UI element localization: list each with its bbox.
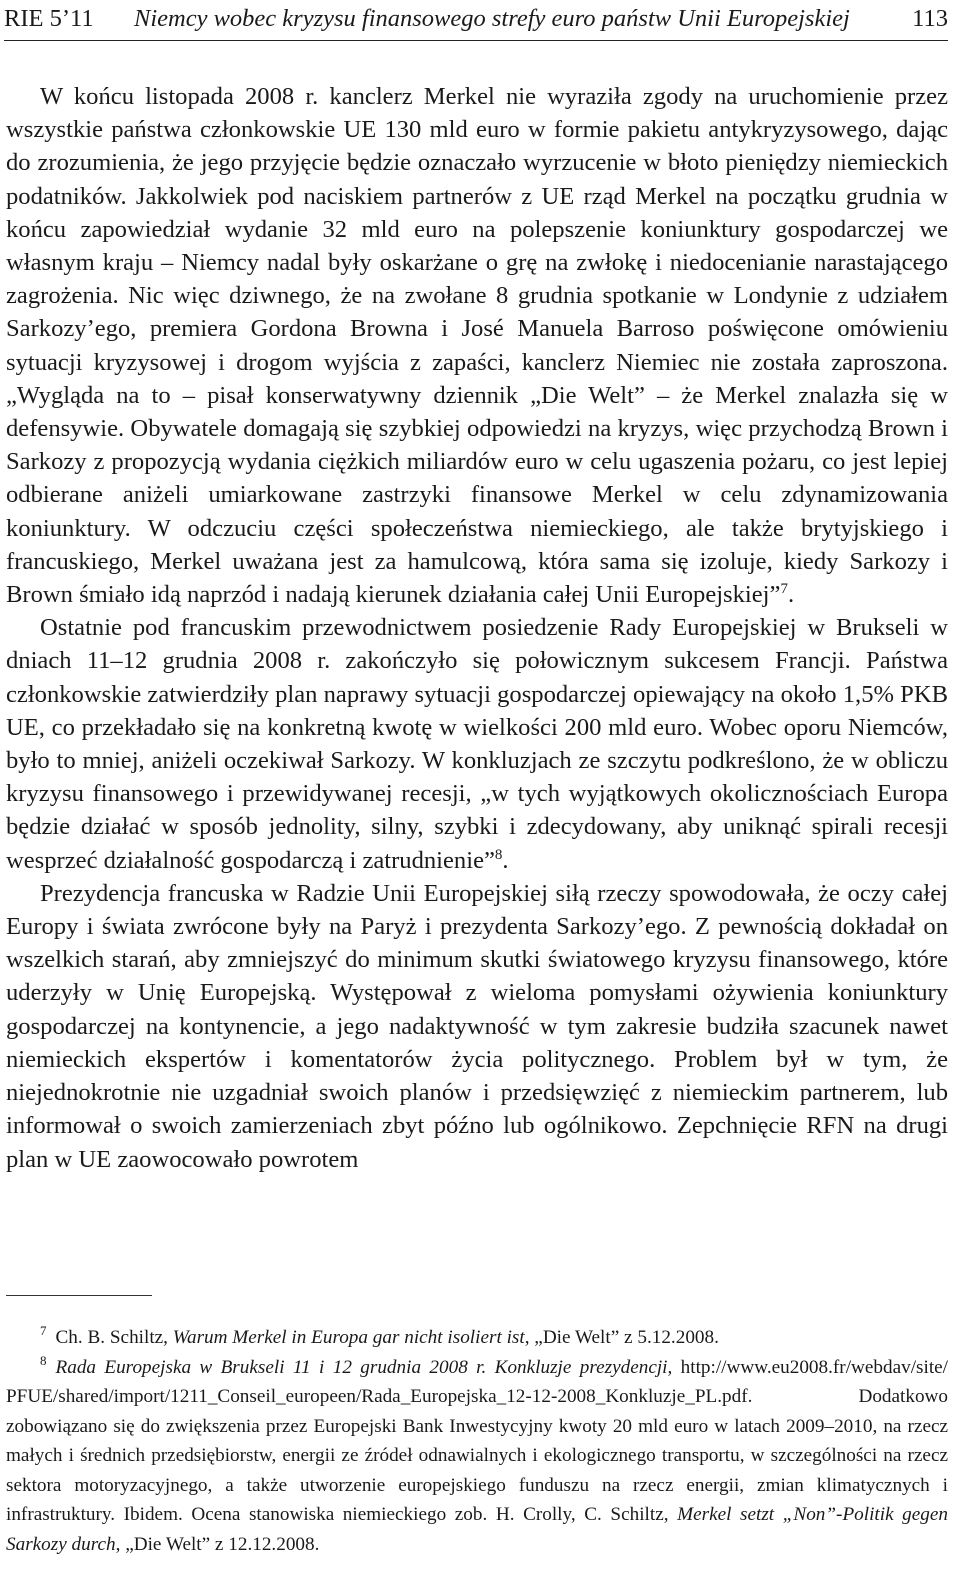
- paragraph-2-end: .: [502, 846, 509, 874]
- paragraph-2-text: Ostatnie pod francuskim przewodnictwem posiedzenie Rady Europejskiej w Brukseli w dniach 11–12 grudnia 2008 r. zakończyło się połowicznym sukcesem Francji. Państwa członkowskie zatwierdziły plan naprawy sytuacji gospodarczej opiewający na około 1,5% PKB UE, co przekładało się na konkretną kwotę w wielkości 200 mld euro. Wobec oporu Niemców, było to mniej, aniżeli oczekiwał Sarkozy. W konkluzjach ze szczytu podkreślono, że w obliczu kryzysu finansowego i przewidywanej recesji, „w tych wyjątkowych okolicznościach Europa będzie działać w sposób jednolity, silny, szybki i zdecydowany, aby uniknąć spirali recesji wesprzeć działalność gospodarczą i zatrudnienie”: [6, 614, 948, 874]
- paragraph-2: [6, 611, 948, 877]
- footnote-8-number: 8: [40, 1352, 47, 1368]
- paragraph-1-text: W końcu listopada 2008 r. kanclerz Merkel nie wyraziła zgody na uruchomienie przez wszystkie państwa członkowskie UE 130 mld euro w formie pakietu antykryzysowego, dając do zrozumienia, że jego przyjęcie będzie oznaczało wyrzucenie w błoto pieniędzy niemieckich podatników. Jakkolwiek pod naciskiem partnerów z UE rząd Merkel na początku grudnia w końcu zapowiedział wydanie 32 mld euro na polepszenie koniunktury gospodarczej we własnym kraju – Niemcy nadal były oskarżane o grę na zwłokę i niedocenianie narastającego zagrożenia. Nic więc dziwnego, że na zwołane 8 grudnia spotkanie w Londynie z udziałem Sarkozy’ego, premiera Gordona Browna i José Manuela Barroso poświęcone omówieniu sytuacji kryzysowej i drogom wyjścia z zapaści, kanclerz Niemiec nie została zaproszona. „Wygląda na to – pisał konserwatywny dziennik „Die Welt” – że Merkel znalazła się w defensywie. Obywatele domagają się szybkiej odpowiedzi na kryzys, więc przychodzą Brown i Sarkozy z propozycją wydania ciężkich miliardów euro w celu ugaszenia pożaru, co jest lepiej odbierane aniżeli umiarkowane zastrzyki finansowe Merkel w celu zdynamizowania koniunktury. W odczuciu części społeczeństwa niemieckiego, ale także brytyjskiego i francuskiego, Merkel uważana jest za hamulcową, która sama się izoluje, kiedy Sarkozy i Brown śmiało idą naprzód i nadają kierunek działania całej Unii Europejskiej”: [6, 83, 948, 609]
- journal-name: RIE 5’11: [4, 5, 94, 32]
- paragraph-1-end: .: [787, 581, 795, 609]
- footnote-7-author: Ch. B. Schiltz,: [55, 1327, 168, 1348]
- footnotes: [6, 1323, 948, 1559]
- footnote-8-comma: ,: [667, 1356, 673, 1378]
- footnote-7-title: Warum Merkel in Europa gar nicht isoliert ist: [172, 1327, 525, 1348]
- footnote-7-source: , „Die Welt” z 5.12.2008.: [524, 1327, 719, 1348]
- footnote-separator: [6, 1295, 152, 1296]
- footnote-7-number: 7: [40, 1323, 47, 1338]
- running-header: [4, 2, 948, 42]
- footnote-8-title-2: Merkel setzt „Non”-Politik gegen Sarkozy durch: [6, 1504, 948, 1555]
- footnote-8: [6, 1353, 948, 1560]
- footnote-8-source: , „Die Welt” z 12.12.2008.: [115, 1533, 320, 1555]
- main-text: [6, 80, 948, 1176]
- footnote-8-url[interactable]: http:/​/​www.eu2008.fr/​webdav/​site/​PFUE/​shared/​import/​1211_​Conseil_​europeen/​Rada_​Europejska_​12-12-2008_​Konkluzje_​PL.pdf: [6, 1356, 949, 1407]
- paragraph-3: Prezydencja francuska w Radzie Unii Europejskiej siłą rzeczy spowodowała, że oczy całej Europy i świata zwrócone były na Paryż i prezydenta Sarkozy’ego. Z pewnością dokładał on wszelkich starań, aby zmniejszyć do minimum skutki światowego kryzysu finansowego, które uderzyły w Unię Europejską. Występował z wieloma pomysłami ożywienia koniunktury gospodarczej na kontynencie, a jego nadaktywność w tym zakresie budziła szacunek nawet niemieckich ekspertów i komentatorów życia politycznego. Problem był w tym, że niejednokrotnie nie uzgadniał swoich planów i przedsięwzięć z niemieckim partnerem, lub informował o swoich zamierzeniach zbyt późno lub ogólnikowo. Zepchnięcie RFN na drugi plan w UE zaowocowało powrotem: [6, 879, 948, 1173]
- page-number: 113: [912, 5, 948, 32]
- header-rule: [4, 40, 948, 41]
- footnote-8-text: . Dodatkowo zobowiązano się do zwiększenia przez Europejski Bank Inwestycyjny kwoty 20 mld euro w latach 2009–2010, na rzecz małych i średnich przedsiębiorstw, energii ze źródeł odnawialnych i ekologicznego transportu, w szczególności na rzecz sektora motoryzacyjnego, a także utworzenie europejskiego funduszu na rzecz energii, zmian klimatycznych i infrastruktury. Ibidem. Ocena stanowiska niemieckiego zob. H. Crolly, C. Schiltz,: [6, 1386, 948, 1525]
- paragraph-1: [6, 80, 948, 611]
- footnote-8-title: Rada Europejska w Brukseli 11 i 12 grudnia 2008 r. Konkluzje prezydencji: [55, 1356, 668, 1378]
- footnote-ref-7[interactable]: 7: [780, 581, 788, 598]
- footnote-ref-8[interactable]: 8: [494, 846, 503, 863]
- footnote-7: [6, 1323, 948, 1353]
- article-title: Niemcy wobec kryzysu finansowego strefy euro państw Unii Europejskiej: [134, 5, 850, 32]
